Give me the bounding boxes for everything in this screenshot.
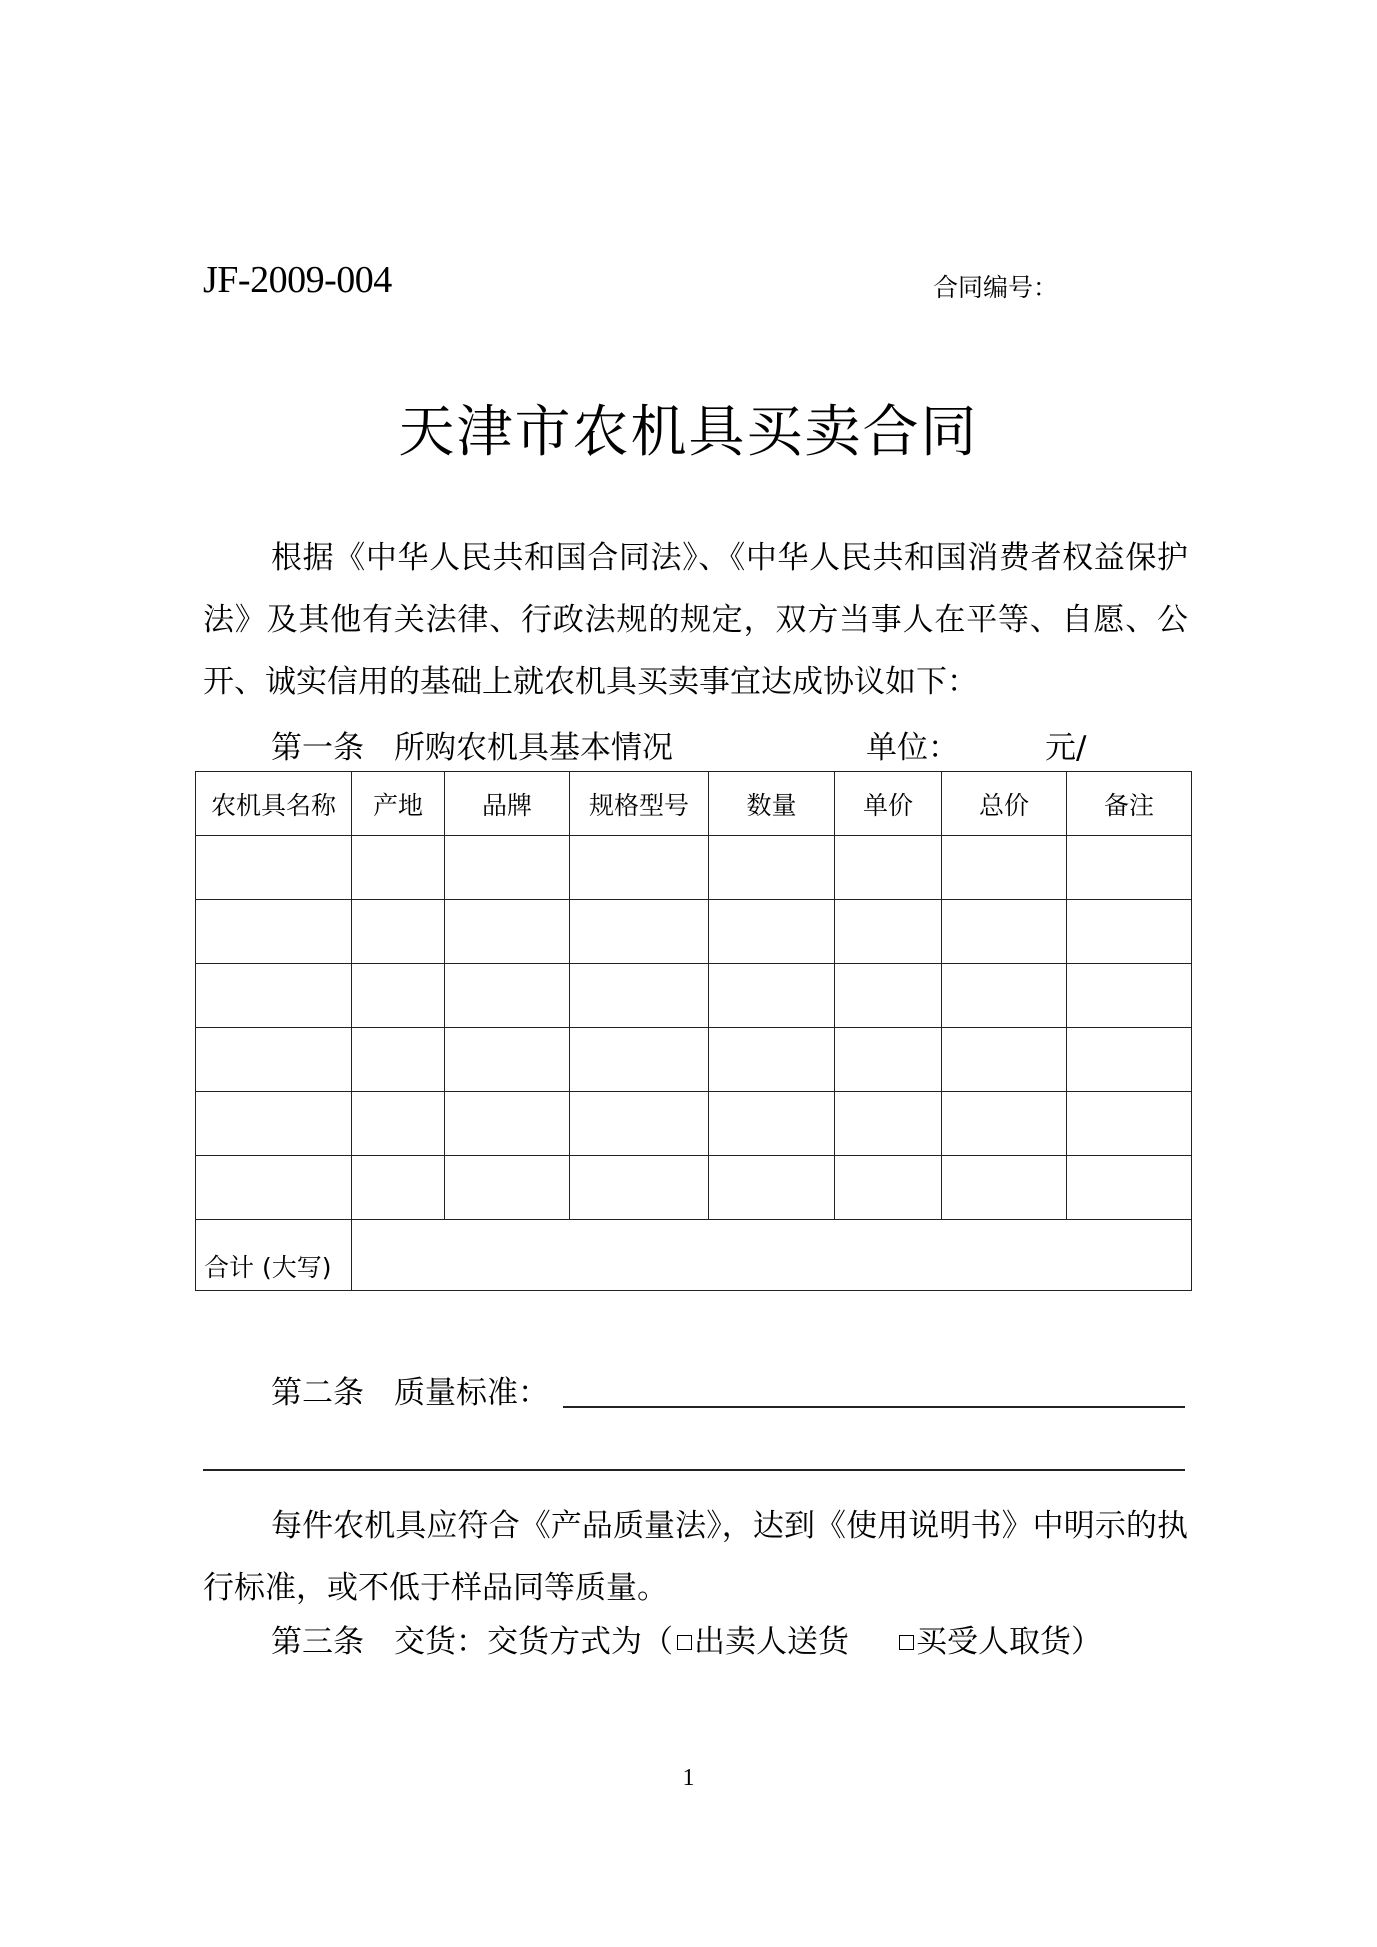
column-header-origin: 产地	[352, 772, 445, 836]
table-header-row	[196, 772, 1192, 836]
unit-value: 元/	[1045, 730, 1087, 766]
table-cell[interactable]	[835, 964, 942, 1028]
table-cell[interactable]	[196, 900, 352, 964]
items-table	[195, 771, 1192, 1291]
article-2-number: 第二条	[271, 1375, 364, 1411]
table-cell[interactable]	[196, 1092, 352, 1156]
table-cell[interactable]	[570, 1156, 709, 1220]
table-cell[interactable]	[835, 836, 942, 900]
table-cell[interactable]	[445, 964, 570, 1028]
table-cell[interactable]	[1067, 1156, 1192, 1220]
table-cell[interactable]	[709, 836, 835, 900]
table-row	[196, 964, 1192, 1028]
column-header-brand: 品牌	[445, 772, 570, 836]
article-2-body: 每件农机具应符合《产品质量法》，达到《使用说明书》中明示的执行标准，或不低于样品同等质量。	[203, 1508, 1188, 1606]
table-cell[interactable]	[835, 1028, 942, 1092]
table-cell[interactable]	[835, 1156, 942, 1220]
table-cell[interactable]	[196, 836, 352, 900]
table-cell[interactable]	[835, 1092, 942, 1156]
article-3-closing: ）	[1071, 1624, 1102, 1660]
column-header-name: 农机具名称	[196, 772, 352, 836]
table-cell[interactable]	[445, 1092, 570, 1156]
table-cell[interactable]	[942, 1156, 1067, 1220]
table-cell[interactable]	[709, 964, 835, 1028]
table-cell[interactable]	[352, 836, 445, 900]
delivery-option-buyer-checkbox[interactable]	[899, 1635, 914, 1650]
table-cell[interactable]	[942, 836, 1067, 900]
table-cell[interactable]	[942, 1092, 1067, 1156]
table-cell[interactable]	[445, 836, 570, 900]
table-cell[interactable]	[352, 900, 445, 964]
column-header-total-price: 总价	[942, 772, 1067, 836]
table-cell[interactable]	[352, 1092, 445, 1156]
article-1-heading	[271, 728, 673, 768]
article-2-heading	[271, 1373, 549, 1413]
column-header-remarks: 备注	[1067, 772, 1192, 836]
table-cell[interactable]	[445, 900, 570, 964]
article-3-title: 交货：交货方式为（	[394, 1624, 673, 1660]
table-cell[interactable]	[570, 964, 709, 1028]
document-title: 天津市农机具买卖合同	[398, 400, 979, 465]
total-label: 合计 (大写)	[196, 1220, 352, 1291]
page-number: 1	[682, 1765, 695, 1791]
table-cell[interactable]	[445, 1028, 570, 1092]
article-3-heading	[271, 1622, 1102, 1662]
total-value-cell[interactable]	[352, 1220, 1192, 1291]
table-cell[interactable]	[942, 1028, 1067, 1092]
preamble-paragraph: 根据《中华人民共和国合同法》、《中华人民共和国消费者权益保护法》及其他有关法律、行政法规的规定，双方当事人在平等、自愿、公开、诚实信用的基础上就农机具买卖事宜达成协议如下：	[203, 540, 1188, 700]
table-cell[interactable]	[570, 836, 709, 900]
article-3-number: 第三条	[271, 1624, 364, 1660]
table-cell[interactable]	[1067, 964, 1192, 1028]
table-cell[interactable]	[709, 1028, 835, 1092]
table-row	[196, 1092, 1192, 1156]
table-row	[196, 1028, 1192, 1092]
table-row	[196, 900, 1192, 964]
article-2-title: 质量标准：	[394, 1375, 549, 1411]
table-cell[interactable]	[196, 964, 352, 1028]
document-code: JF-2009-004	[203, 259, 392, 301]
table-cell[interactable]	[709, 1092, 835, 1156]
quality-standard-blank-line-1[interactable]	[563, 1406, 1185, 1408]
column-header-model: 规格型号	[570, 772, 709, 836]
table-cell[interactable]	[352, 1028, 445, 1092]
table-cell[interactable]	[1067, 900, 1192, 964]
table-cell[interactable]	[1067, 1028, 1192, 1092]
table-cell[interactable]	[196, 1028, 352, 1092]
table-row	[196, 1156, 1192, 1220]
article-1-title: 所购农机具基本情况	[394, 730, 673, 766]
column-header-unit-price: 单价	[835, 772, 942, 836]
delivery-option-seller-label: 出卖人送货	[694, 1624, 849, 1660]
table-cell[interactable]	[709, 900, 835, 964]
table-cell[interactable]	[570, 900, 709, 964]
quality-standard-blank-line-2[interactable]	[203, 1469, 1185, 1471]
table-cell[interactable]	[1067, 1092, 1192, 1156]
table-cell[interactable]	[1067, 836, 1192, 900]
contract-number-label: 合同编号：	[933, 273, 1059, 302]
table-row	[196, 836, 1192, 900]
table-cell[interactable]	[570, 1028, 709, 1092]
table-cell[interactable]	[352, 1156, 445, 1220]
unit-label: 单位：	[866, 730, 959, 766]
delivery-option-buyer-label: 买受人取货	[916, 1624, 1071, 1660]
table-cell[interactable]	[196, 1156, 352, 1220]
table-cell[interactable]	[570, 1092, 709, 1156]
article-1-number: 第一条	[271, 730, 364, 766]
table-cell[interactable]	[835, 900, 942, 964]
table-cell[interactable]	[942, 900, 1067, 964]
table-cell[interactable]	[709, 1156, 835, 1220]
table-cell[interactable]	[445, 1156, 570, 1220]
delivery-option-seller-checkbox[interactable]	[677, 1635, 692, 1650]
table-cell[interactable]	[352, 964, 445, 1028]
total-row	[196, 1220, 1192, 1291]
column-header-quantity: 数量	[709, 772, 835, 836]
table-cell[interactable]	[942, 964, 1067, 1028]
